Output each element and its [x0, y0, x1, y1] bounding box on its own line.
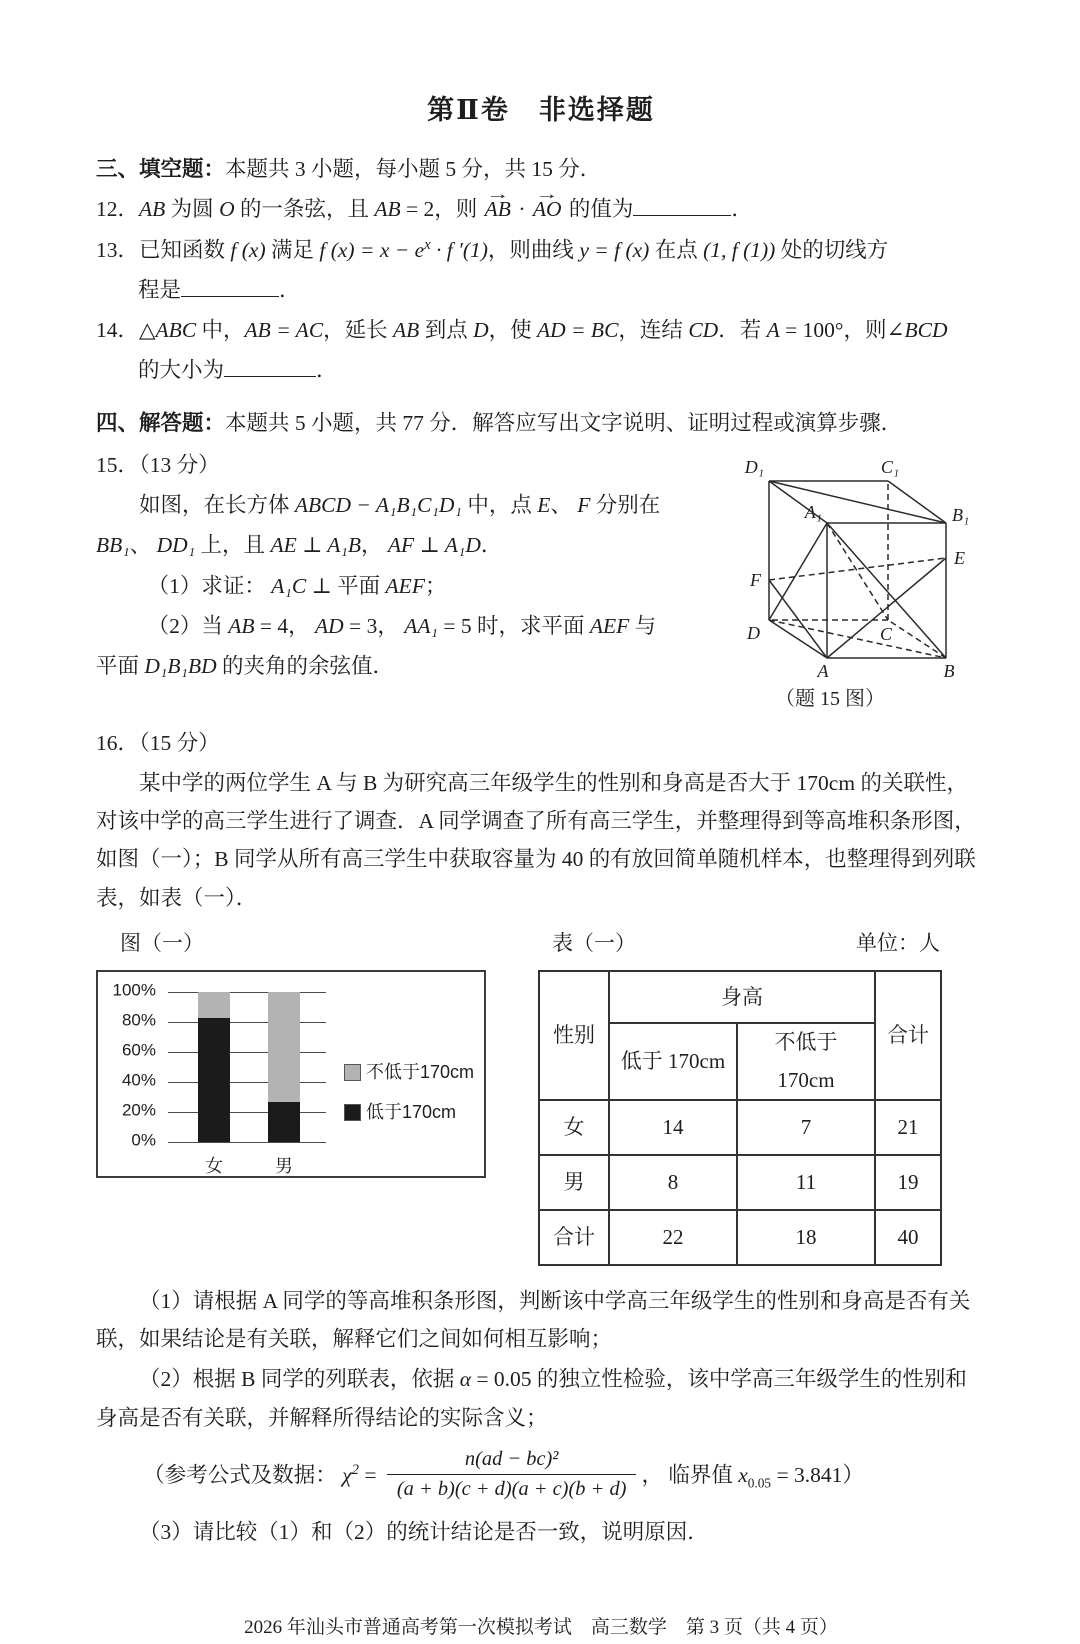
chart-column	[96, 925, 498, 1266]
answer-blank	[224, 358, 316, 377]
question-16-number: 16．（15 分）	[96, 730, 220, 755]
contingency-table	[538, 970, 942, 1266]
table-header-total: 合计	[875, 971, 941, 1100]
question-15-line1: 如图，在长方体 ABCD − A₁B₁C₁D₁ 中，点 E、 F 分别在	[139, 493, 661, 518]
gridline	[168, 1022, 326, 1023]
cell-value: 40	[875, 1210, 941, 1265]
legend-label: 低于170cm	[366, 1102, 457, 1123]
table-header-height: 身高	[609, 971, 875, 1023]
gridline	[168, 1082, 326, 1083]
cell-value: 18	[737, 1210, 875, 1265]
question-15-line2: BB₁、 DD₁ 上，且 AE ⊥ A₁B， AF ⊥ A₁D．	[96, 533, 503, 558]
cell-value: 22	[609, 1210, 737, 1265]
fraction: $\frac{\text{n(ad − bc)²}}{(a + b)(c + d)(a + c)(b + d)}$	[387, 1446, 637, 1502]
vertex-label-D1: D₁	[744, 456, 764, 477]
x-axis-label: 女	[205, 1156, 223, 1177]
cell-value: 14	[609, 1100, 737, 1155]
bar-女	[198, 992, 230, 1142]
cell-value: 19	[875, 1155, 941, 1210]
table-title: 表（一）	[552, 930, 636, 955]
y-axis-tick: 0%	[131, 1130, 156, 1150]
question-15-part1: （1）求证： A₁C ⊥ 平面 AEF；	[147, 573, 447, 598]
vertex-label-A1: A₁	[804, 501, 822, 522]
vertex-label-B1: B₁	[952, 504, 970, 525]
cuboid-figure	[680, 444, 980, 680]
legend-swatch-icon	[344, 1104, 361, 1121]
cell-value: 11	[737, 1155, 875, 1210]
section4-desc: 本题共 5 小题，共 77 分．解答应写出文字说明、证明过程或演算步骤．	[225, 410, 903, 435]
chart-table-row	[96, 925, 986, 1266]
question-16-part1: （1）请根据 A 同学的等高堆积条形图，判断该中学高三年级学生的性别和身高是否有关联，如果结论是有关联，解释它们之间如何相互影响；	[96, 1288, 971, 1352]
question-12: 12．AB 为圆 O 的一条弦，且 AB = 2，则 AB → · AO → 的值为 ．	[96, 190, 986, 228]
answer-blank	[181, 278, 279, 297]
question-16-part2: （2）根据 B 同学的列联表，依据 α = 0.05 的独立性检验，该中学高三年级学生的性别和身高是否有关联，并解释所得结论的实际含义；	[96, 1367, 967, 1430]
table-column	[538, 925, 946, 1266]
table-header-gender: 性别	[539, 971, 609, 1100]
x-axis-label: 男	[275, 1156, 293, 1177]
answer-blank	[633, 197, 731, 216]
table-caption-row	[538, 925, 946, 962]
vertex-label-B: B	[943, 660, 955, 680]
vertex-label-F: F	[750, 569, 761, 590]
cell-value: 21	[875, 1100, 941, 1155]
question-15-number: 15．（13 分）	[96, 452, 220, 477]
table-header-lt170: 低于 170cm	[609, 1023, 737, 1100]
question-13-line2: 程是 ．	[138, 277, 301, 302]
gridline	[168, 1142, 326, 1143]
page-title: 第Ⅱ卷 非选择题	[427, 95, 655, 125]
y-axis-tick: 40%	[121, 1070, 156, 1090]
y-axis-tick: 80%	[121, 1010, 156, 1030]
chart-title: 图（一）	[120, 930, 204, 955]
section3-label: 三、填空题：	[96, 157, 226, 182]
table-row	[539, 1210, 941, 1265]
bar-segment-lt170	[268, 1102, 300, 1143]
figure-caption: （题 15 图）	[775, 687, 885, 710]
question-15-part2: （2）当 AB = 4， AD = 3， AA₁ = 5 时，求平面 AEF 与	[147, 613, 657, 638]
question-15-block	[96, 444, 986, 718]
question-14-line1: 14．△ABC 中，AB = AC，延长 AB 到点 D，使 AD = BC，连结 CD．若 A = 100°，则∠BCD	[96, 318, 948, 343]
y-axis-tick: 100%	[112, 980, 156, 1000]
chart-legend	[344, 1048, 474, 1136]
bar-segment-gte170	[198, 992, 230, 1018]
gridline	[168, 1052, 326, 1053]
legend-item	[344, 1056, 474, 1088]
question-15-line5: 平面 D₁B₁BD 的夹角的余弦值．	[96, 654, 395, 679]
section4-label: 四、解答题：	[96, 410, 226, 435]
row-label: 女	[539, 1100, 609, 1155]
question-14-line2: 的大小为 ．	[138, 358, 338, 383]
table-row	[539, 1155, 941, 1210]
table-row	[539, 1100, 941, 1155]
row-label: 合计	[539, 1210, 609, 1265]
gridline	[168, 992, 326, 993]
gridline	[168, 1112, 326, 1113]
vector-overline: AB →	[485, 190, 511, 228]
y-axis-tick: 60%	[121, 1040, 156, 1060]
page-footer: 2026 年汕头市普通高考第一次模拟考试 高三数学 第 3 页（共 4 页）	[244, 1617, 838, 1639]
question-16-intro: 某中学的两位学生 A 与 B 为研究高三年级学生的性别和身高是否大于 170cm 的关联性，对该中学的高三学生进行了调查．A 同学调查了所有高三学生，并整理得到等高堆积条形图，如图（一）；B 同学从所有高三学生中获取容量为 40 的有放回简单随机样本，也整理得到列联表，如表（一）．	[96, 770, 976, 910]
vertex-label-D: D	[747, 622, 760, 643]
legend-item	[344, 1096, 474, 1128]
bar-segment-gte170	[268, 992, 300, 1102]
section4-heading	[96, 404, 986, 442]
legend-swatch-icon	[344, 1064, 361, 1081]
y-axis-tick: 20%	[121, 1100, 156, 1120]
cell-value: 8	[609, 1155, 737, 1210]
vertex-label-C: C	[879, 623, 893, 644]
legend-label: 不低于170cm	[366, 1062, 475, 1083]
bar-男	[268, 992, 300, 1142]
vector-overline: AO →	[533, 190, 562, 228]
row-label: 男	[539, 1155, 609, 1210]
chart-y-axis	[102, 980, 160, 1150]
chart-plot-area	[168, 992, 326, 1177]
question-13-line1: 13．已知函数 f (x) 满足 f $(x) = x - e^x \cdot f$ ′(1)，则曲线 y = f (x) 在点 (1, f (1)) 处的切线方	[96, 236, 889, 262]
vertex-label-C1: C₁	[880, 456, 900, 477]
table-unit: 单位：人	[856, 930, 940, 955]
table-header-gte170: 不低于 170cm	[737, 1023, 875, 1100]
section3-desc: 本题共 3 小题，每小题 5 分，共 15 分．	[225, 157, 602, 182]
bar-segment-lt170	[198, 1018, 230, 1143]
vertex-label-E: E	[954, 547, 965, 568]
stacked-bar-chart	[96, 970, 486, 1178]
question-16-formula: （参考公式及数据： $\chi^2$ = $\frac{\text{n(ad − bc)²}}{(a + b)(c + d)(a + c)(b + d)}$ ， 临界值 $x_{0.05} = 3.841$）	[96, 1449, 986, 1505]
question-15-figure	[674, 444, 986, 718]
vertex-label-A: A	[817, 660, 829, 680]
cell-value: 7	[737, 1100, 875, 1155]
question-16-part3: （3）请比较（1）和（2）的统计结论是否一致，说明原因．	[139, 1520, 709, 1545]
